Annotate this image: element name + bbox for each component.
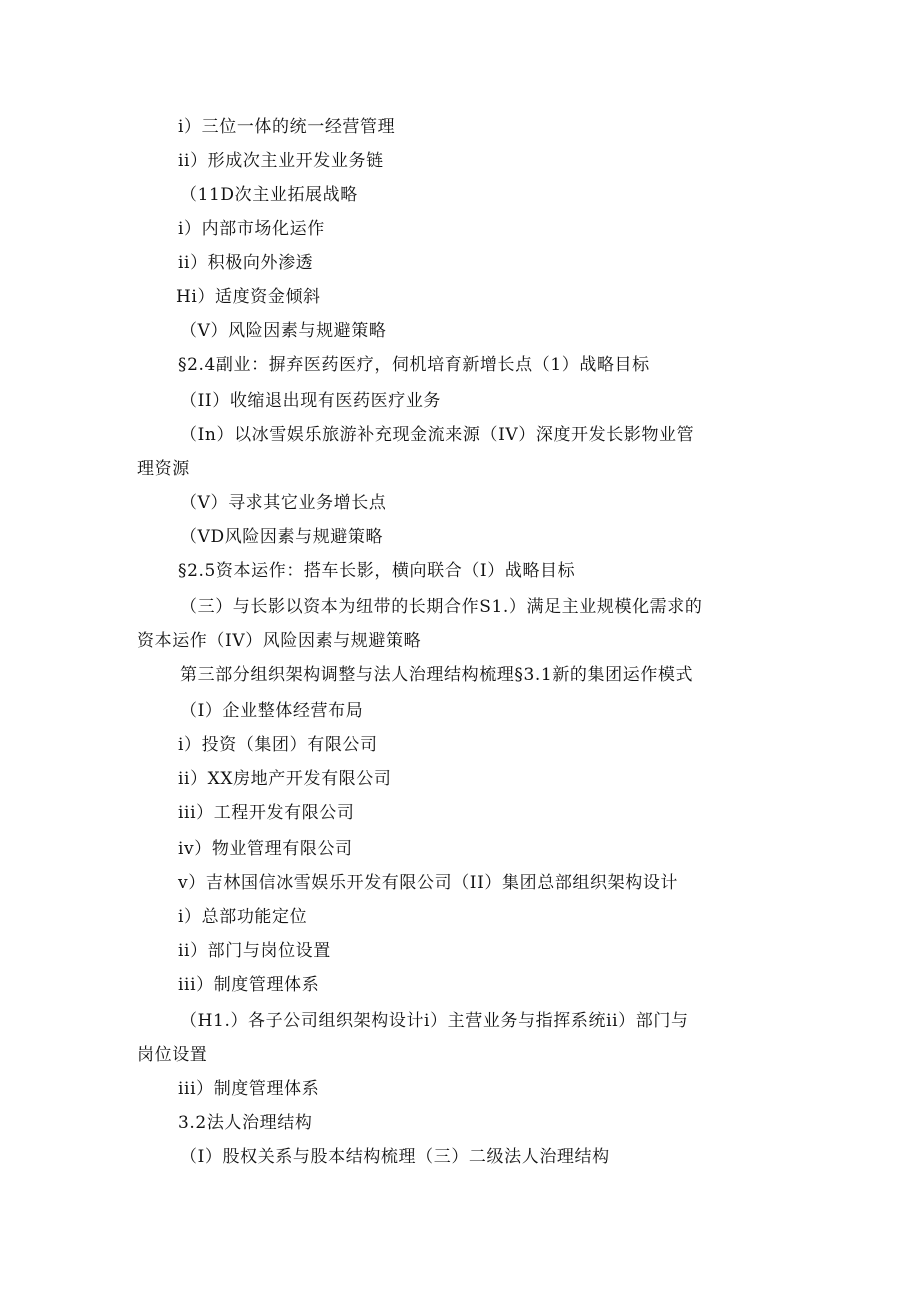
text-line: 理资源	[137, 459, 190, 479]
text-line: ii）形成次主业开发业务链	[178, 151, 384, 171]
section-heading: 3.2法人治理结构	[178, 1113, 313, 1133]
text-line: （In）以冰雪娱乐旅游补充现金流来源（IV）深度开发长影物业管	[180, 425, 695, 445]
text-line: （三）与长影以资本为纽带的长期合作S1.）满足主业规模化需求的	[180, 597, 703, 617]
text-line: i）内部市场化运作	[178, 219, 325, 239]
text-line: 岗位设置	[137, 1045, 208, 1065]
text-line: （11D次主业拓展战略	[180, 185, 358, 205]
text-line: iii）制度管理体系	[178, 1079, 320, 1099]
text-line: ii）部门与岗位设置	[178, 941, 331, 961]
text-line: 资本运作（IV）风险因素与规避策略	[137, 631, 422, 651]
text-line: （I）股权关系与股本结构梳理（三）二级法人治理结构	[180, 1147, 610, 1167]
text-line: Hi）适度资金倾斜	[176, 287, 321, 307]
text-line: ii）XX房地产开发有限公司	[178, 769, 392, 789]
text-line: （VD风险因素与规避策略	[180, 527, 384, 547]
text-line: iii）制度管理体系	[178, 975, 320, 995]
text-line: （V）寻求其它业务增长点	[180, 493, 387, 513]
text-line: §2.4副业：摒弃医药医疗，伺机培育新增长点（1）战略目标	[178, 355, 650, 375]
text-line: ii）积极向外渗透	[178, 253, 314, 273]
text-line: （V）风险因素与规避策略	[180, 321, 387, 341]
text-line: i）三位一体的统一经营管理	[178, 117, 396, 137]
text-line: （II）收缩退出现有医药医疗业务	[180, 391, 442, 411]
text-line: （H1.）各子公司组织架构设计i）主营业务与指挥系统ii）部门与	[180, 1011, 689, 1031]
text-line: iv）物业管理有限公司	[178, 839, 353, 859]
text-line: iii）工程开发有限公司	[178, 803, 355, 823]
text-line: §2.5资本运作：搭车长影，横向联合（I）战略目标	[178, 561, 576, 581]
section-heading: 第三部分组织架构调整与法人治理结构梳理§3.1新的集团运作模式	[180, 665, 694, 685]
text-line: i）总部功能定位	[178, 907, 308, 927]
text-line: v）吉林国信冰雪娱乐开发有限公司（II）集团总部组织架构设计	[178, 873, 679, 893]
text-line: i）投资（集团）有限公司	[178, 735, 378, 755]
text-line: （I）企业整体经营布局	[180, 701, 364, 721]
